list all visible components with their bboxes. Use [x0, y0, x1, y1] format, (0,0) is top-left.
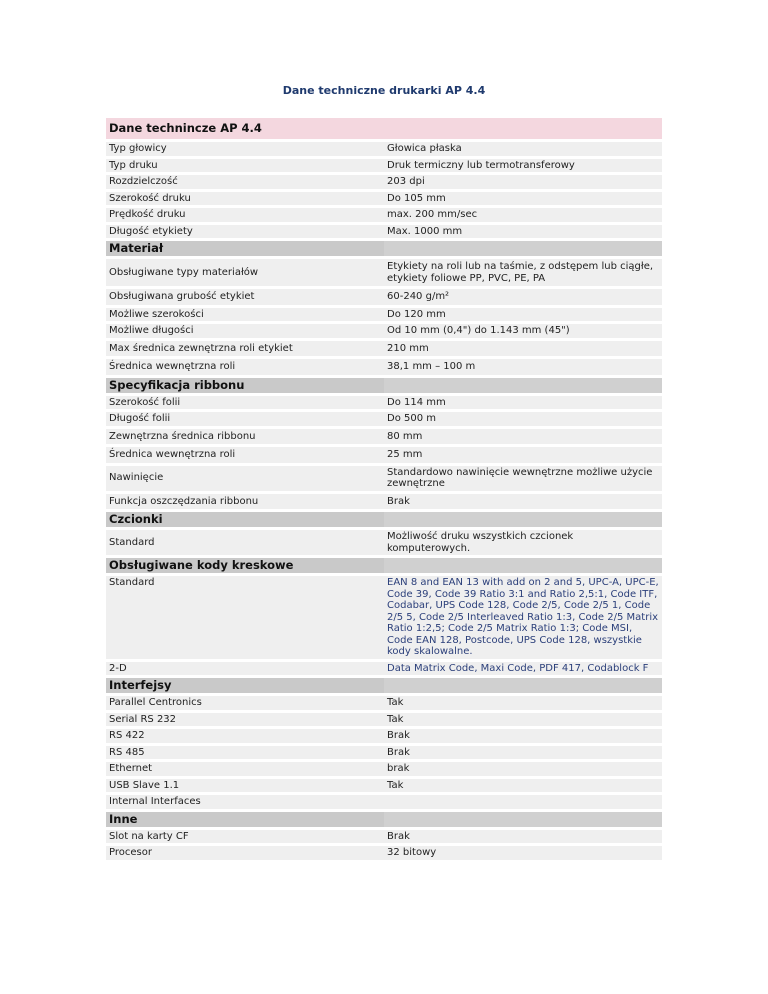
row-label: Długość etykiety — [106, 225, 384, 239]
row-label: Parallel Centronics — [106, 696, 384, 710]
row-value: 203 dpi — [384, 175, 662, 189]
table-row — [106, 713, 662, 727]
row-value: Tak — [384, 696, 662, 710]
section-title: Materiał — [106, 241, 384, 256]
row-value: Tak — [384, 713, 662, 727]
row-label: Slot na karty CF — [106, 830, 384, 844]
section-title: Obsługiwane kody kreskowe — [106, 558, 384, 573]
table-row — [106, 846, 662, 860]
row-value: Druk termiczny lub termotransferowy — [384, 159, 662, 173]
table-row — [106, 175, 662, 189]
row-label: Serial RS 232 — [106, 713, 384, 727]
table-row — [106, 696, 662, 710]
row-value: Max. 1000 mm — [384, 225, 662, 239]
row-value: 60-240 g/m² — [384, 289, 662, 305]
row-value: Data Matrix Code, Maxi Code, PDF 417, Codablock F — [384, 662, 662, 676]
table-row — [106, 576, 662, 659]
table-row — [106, 159, 662, 173]
section-title: Inne — [106, 812, 384, 827]
row-label: Średnica wewnętrzna roli — [106, 447, 384, 463]
row-label: Internal Interfaces — [106, 795, 384, 809]
table-header-row — [106, 118, 662, 139]
row-value: 210 mm — [384, 341, 662, 357]
table-row — [106, 447, 662, 463]
table-title: Dane technincze AP 4.4 — [106, 118, 662, 139]
row-label: Możliwe długości — [106, 324, 384, 338]
row-label: Zewnętrzna średnica ribbonu — [106, 429, 384, 445]
table-row — [106, 662, 662, 676]
section-header-ribbon — [106, 378, 662, 393]
table-row — [106, 795, 662, 809]
row-label: Procesor — [106, 846, 384, 860]
table-row — [106, 762, 662, 776]
row-value: Do 120 mm — [384, 308, 662, 322]
table-row — [106, 429, 662, 445]
row-label: Standard — [106, 576, 384, 659]
table-row — [106, 530, 662, 555]
section-header-fonts — [106, 512, 662, 527]
row-value: 80 mm — [384, 429, 662, 445]
row-label: Szerokość druku — [106, 192, 384, 206]
row-value: Do 500 m — [384, 412, 662, 426]
row-label: Funkcja oszczędzania ribbonu — [106, 494, 384, 510]
row-label: Obsługiwana grubość etykiet — [106, 289, 384, 305]
row-label: Rozdzielczość — [106, 175, 384, 189]
page-title: Dane techniczne drukarki AP 4.4 — [282, 84, 486, 97]
row-label: Możliwe szerokości — [106, 308, 384, 322]
section-header-interfaces — [106, 678, 662, 693]
table-row — [106, 308, 662, 322]
table-row — [106, 466, 662, 491]
row-value: Brak — [384, 746, 662, 760]
row-value: Brak — [384, 494, 662, 510]
table-row — [106, 341, 662, 357]
section-header-other — [106, 812, 662, 827]
row-label: 2-D — [106, 662, 384, 676]
row-value: EAN 8 and EAN 13 with add on 2 and 5, UPC-A, UPC-E, Code 39, Code 39 Ratio 3:1 and Ratio 2,5:1, Code ITF, Codabar, UPS Code 128, Code 2/5, Code 2/5 1, Code 2/5 5, Code 2/5 Interleaved Ratio 1:3, Code 2/5 Matrix Ratio 1:2,5; Code 2/5 Matrix Ratio 1:3; Code MSI, Code EAN 128, Postcode, UPS Code 128, wszystkie kody skalowalne. — [384, 576, 662, 659]
row-value: Brak — [384, 830, 662, 844]
table-row — [106, 746, 662, 760]
row-label: RS 485 — [106, 746, 384, 760]
table-row — [106, 729, 662, 743]
section-header-barcodes — [106, 558, 662, 573]
row-value: 25 mm — [384, 447, 662, 463]
table-row — [106, 396, 662, 410]
table-row — [106, 359, 662, 375]
row-value: Do 114 mm — [384, 396, 662, 410]
table-row — [106, 192, 662, 206]
row-label: Średnica wewnętrzna roli — [106, 359, 384, 375]
table-row — [106, 225, 662, 239]
section-title: Specyfikacja ribbonu — [106, 378, 384, 393]
spec-table — [106, 115, 662, 863]
row-value: Brak — [384, 729, 662, 743]
row-value: Standardowo nawinięcie wewnętrzne możliwe użycie zewnętrzne — [384, 466, 662, 491]
table-row — [106, 259, 662, 286]
row-value: Od 10 mm (0,4") do 1.143 mm (45") — [384, 324, 662, 338]
row-value: 32 bitowy — [384, 846, 662, 860]
row-value — [384, 795, 662, 809]
table-row — [106, 412, 662, 426]
table-row — [106, 324, 662, 338]
section-title: Czcionki — [106, 512, 384, 527]
row-label: Długość folii — [106, 412, 384, 426]
table-row — [106, 779, 662, 793]
row-value: brak — [384, 762, 662, 776]
section-header-material — [106, 241, 662, 256]
row-label: Prędkość druku — [106, 208, 384, 222]
row-value: Do 105 mm — [384, 192, 662, 206]
table-row — [106, 830, 662, 844]
row-label: Nawinięcie — [106, 466, 384, 491]
row-value: Tak — [384, 779, 662, 793]
row-label: Standard — [106, 530, 384, 555]
row-value: max. 200 mm/sec — [384, 208, 662, 222]
row-value: Etykiety na roli lub na taśmie, z odstępem lub ciągłe, etykiety foliowe PP, PVC, PE, PA — [384, 259, 662, 286]
row-value: Głowica płaska — [384, 142, 662, 156]
row-label: Max średnica zewnętrzna roli etykiet — [106, 341, 384, 357]
table-row — [106, 208, 662, 222]
row-label: Ethernet — [106, 762, 384, 776]
table-row — [106, 142, 662, 156]
row-label: Szerokość folii — [106, 396, 384, 410]
row-label: Typ głowicy — [106, 142, 384, 156]
row-value: 38,1 mm – 100 m — [384, 359, 662, 375]
row-label: Typ druku — [106, 159, 384, 173]
row-label: RS 422 — [106, 729, 384, 743]
table-row — [106, 494, 662, 510]
row-label: USB Slave 1.1 — [106, 779, 384, 793]
row-value: Możliwość druku wszystkich czcionek komputerowych. — [384, 530, 662, 555]
section-title: Interfejsy — [106, 678, 384, 693]
table-row — [106, 289, 662, 305]
row-label: Obsługiwane typy materiałów — [106, 259, 384, 286]
